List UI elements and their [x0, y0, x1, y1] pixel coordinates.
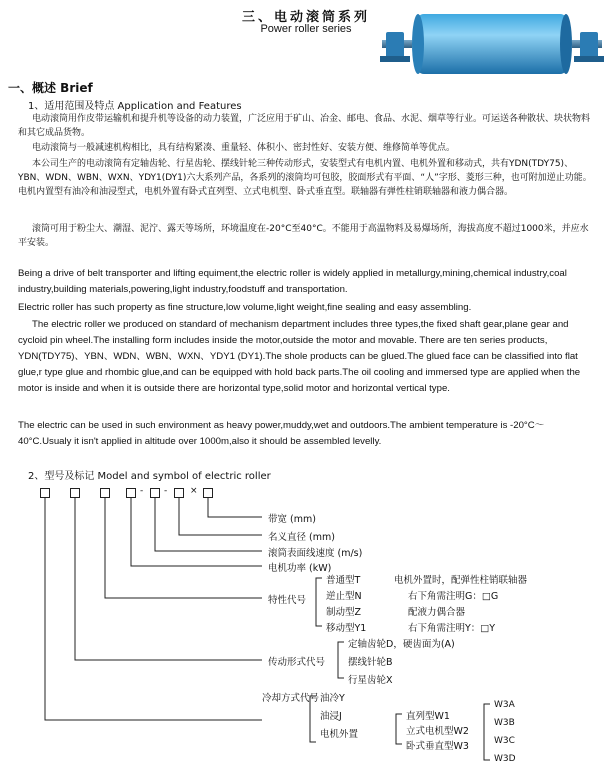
- w3-item: W3A: [494, 700, 515, 710]
- separator: ×: [190, 486, 198, 496]
- page-subtitle: Power roller series: [260, 23, 352, 35]
- feature-note: 右下角需注明Y：□Y: [408, 623, 496, 634]
- subheading-application: 1、适用范围及特点 Application and Features: [28, 101, 242, 112]
- cn-paragraph-1: 电动滚筒用作皮带运输机和提升机等设备的动力装置，广泛应用于矿山、冶金、邮电、食品、水泥、烟草等行业。可运送各种散状、块状物料和其它成品货物。: [18, 114, 591, 138]
- feature-item: 移动型Y1: [326, 623, 367, 634]
- cooling-item: 电机外置: [320, 729, 359, 740]
- en-paragraph-4: The electric can be used in such environment as heavy power,muddy,wet and outdoors.The ambient temperature is -20°C～40°C.Usualy it isn't applied in altitude over 1000m,also it should be assembled levelly.: [18, 420, 545, 447]
- page-title: 三、电动滚筒系列: [241, 10, 370, 25]
- feature-item: 制动型Z: [326, 607, 362, 618]
- cn-paragraph-2: 电动滚筒与一般减速机构相比，具有结构紧凑、重量轻、体积小、密封性好、安装方便、维修简单等优点。: [32, 143, 456, 153]
- feature-note: 配液力偶合器: [408, 607, 466, 618]
- cn-paragraph-3: 本公司生产的电动滚筒有定轴齿轮、行星齿轮、摆线针轮三种传动形式，安装型式有电机内置、电机外置和移动式，共有YDN(TDY75)、YBN、WDN、WBN、WXN、YDY1(DY1)六大系列产品，各系列的滚筒均可包胶，胶面形式有平面、“人”字形、菱形三种，也可附加逆止功能。电机内置型有油冷和油浸型式，电机外置有卧式直列型、立式电机型、卧式垂直型。联轴器有弹性柱销联轴器和液力偶合器。: [18, 159, 592, 197]
- label-cooling-code: 冷却方式代号: [262, 693, 320, 704]
- w3-item: W3B: [494, 718, 515, 728]
- label-feature-code: 特性代号: [268, 595, 307, 606]
- cooling-item: 油冷Y: [320, 693, 345, 704]
- feature-note: 电机外置时，配弹性柱销联轴器: [394, 575, 528, 586]
- separator: -: [164, 486, 168, 496]
- label-speed: 滚筒表面线速度 (m/s): [268, 548, 363, 559]
- en-paragraph-2: Electric roller has such property as fine structure,low volume,light weight,fine sealing and easy assembling.: [18, 302, 472, 313]
- en-paragraph-1: Being a drive of belt transporter and lifting equiment,the electric roller is widely applied in metallurgy,mining,chemical industry,coal industry,building materials,powering,light industry,foodstuff and transportation.: [18, 268, 567, 295]
- feature-item: 逆止型N: [326, 591, 362, 602]
- feature-note: 右下角需注明G：□G: [408, 591, 499, 602]
- feature-item: 普通型T: [326, 575, 361, 586]
- transmission-item: 摆线针轮B: [348, 657, 393, 668]
- label-belt-width: 带宽 (mm): [268, 514, 316, 525]
- cn-paragraph-4: 滚筒可用于粉尘大、潮湿、泥泞、露天等场所，环境温度在-20°C至40°C。不能用于高温物料及易爆场所，海拔高度不超过1000米，并应水平安装。: [18, 224, 589, 248]
- label-transmission-code: 传动形式代号: [268, 657, 326, 668]
- cooling-item: 油浸J: [320, 711, 342, 722]
- w3-item: W3C: [494, 736, 515, 746]
- label-power: 电机功率 (kW): [268, 563, 332, 574]
- external-item: 立式电机型W2: [406, 726, 469, 737]
- external-item: 直列型W1: [406, 711, 450, 722]
- section-heading-brief: 一、概述 Brief: [8, 81, 93, 95]
- label-diameter: 名义直径 (mm): [268, 532, 335, 543]
- en-paragraph-3: The electric roller we produced on standard of mechanism department includes three types,the fixed shaft gear,plane gear and cycloid pin wheel.The installing form includes inside the motor,outside the motor and movable. There are ten series products, YDN(TDY75)、YBN、WDN、WBN、WXN、YDY1 (DY1).The shole products can be glued.The glued face can be classified into flat glue,r type glue and rhombic glue,and can be equipped with hold back parts.The oil cooling and immersed type are applied when the motor is inside and when it is outside there are horizontal type,solid motor and horizontal vertical type.: [18, 319, 581, 394]
- transmission-item: 行星齿轮X: [348, 675, 393, 686]
- separator: -: [140, 486, 144, 496]
- external-item: 卧式垂直型W3: [406, 741, 469, 752]
- transmission-item: 定轴齿轮D，硬齿面为(A): [348, 639, 455, 650]
- w3-item: W3D: [494, 754, 516, 764]
- subheading-model-symbol: 2、型号及标记 Model and symbol of electric roller: [28, 471, 271, 482]
